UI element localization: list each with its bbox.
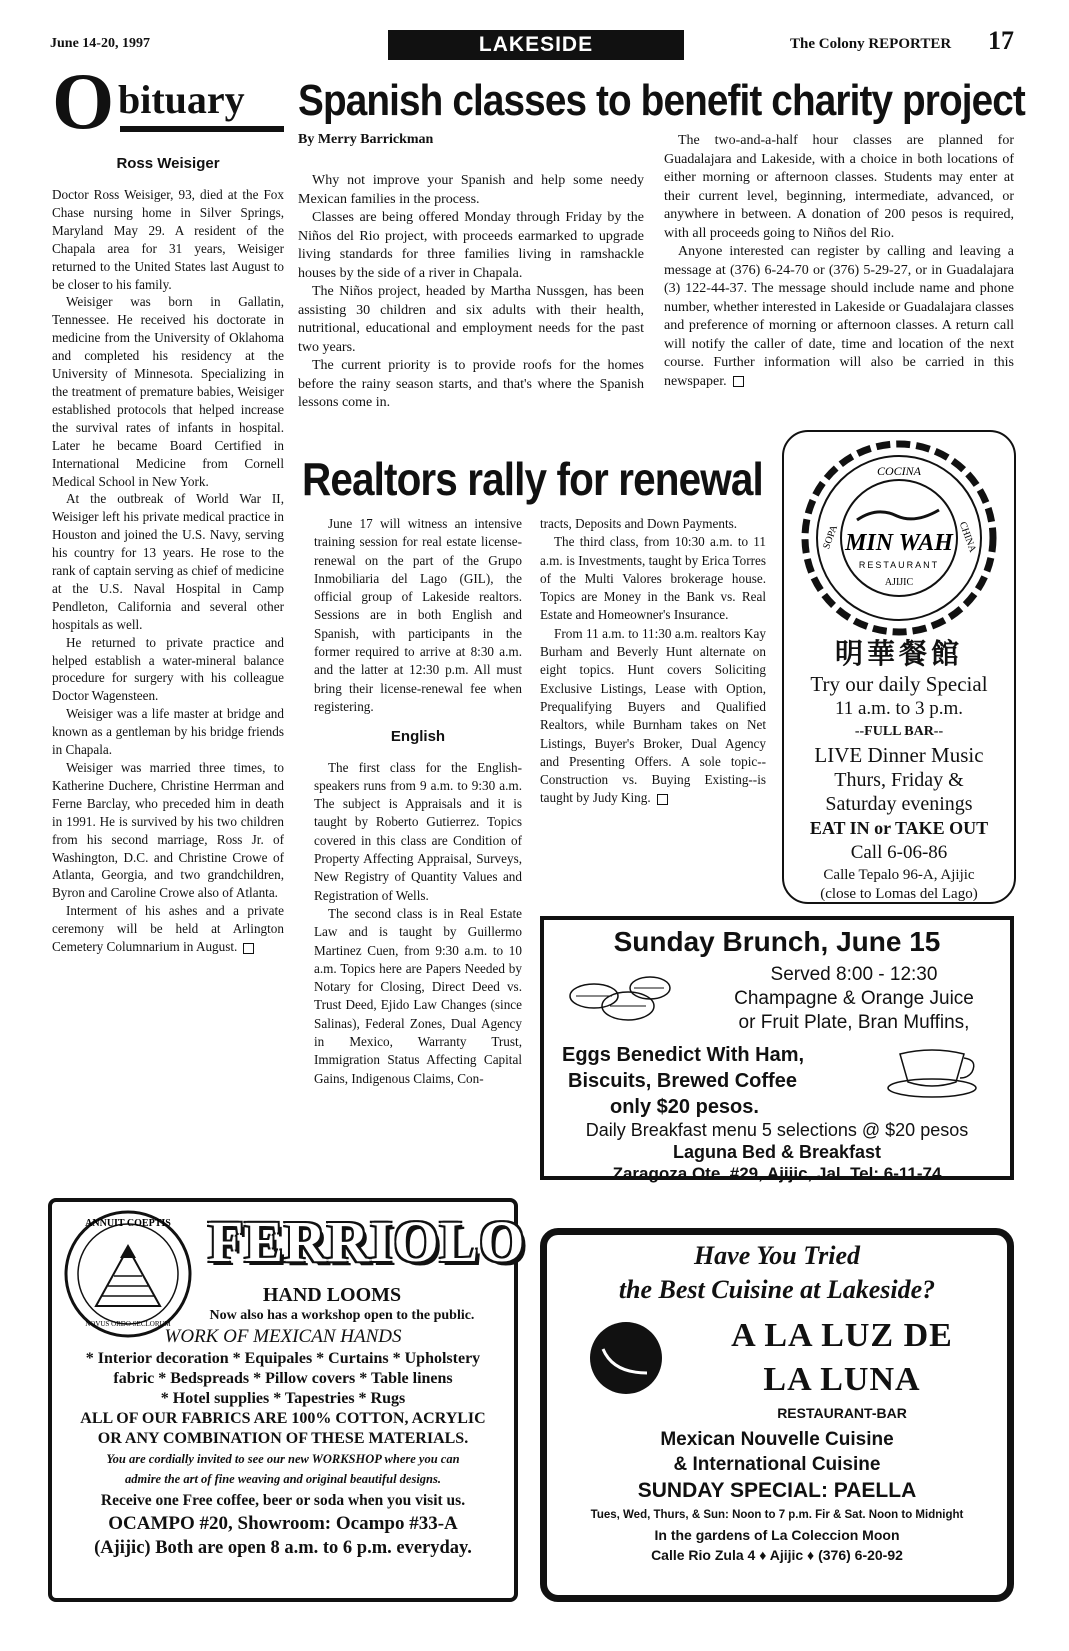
- obituary-initial: O: [52, 58, 115, 146]
- la-luz-cuisine-2: & International Cuisine: [673, 1454, 881, 1475]
- ferriolo-free: Receive one Free coffee, beer or soda when you visit us.: [100, 1492, 466, 1509]
- spanish-paragraph: The current priority is to provide roofs for the homes before the rainy season starts, and that's where the Spanish lessons come in.: [298, 358, 644, 410]
- brunch-served: Served 8:00 - 12:30: [770, 964, 938, 985]
- ferriolo-invite-1: You are cordially invited to see our new WORKSHOP where you can: [106, 1452, 460, 1466]
- realtors-column-2: [540, 515, 766, 808]
- min-wah-ad: [782, 430, 1016, 904]
- ferriolo-list-3: * Hotel supplies * Tapestries * Rugs: [160, 1390, 406, 1407]
- logo-top-text: COCINA: [876, 464, 922, 478]
- end-mark-icon: [657, 794, 668, 805]
- obituary-paragraph: Weisiger was married three times, to Katherine Duchere, Christine Herrman and Ferne Barclay, who preceded him in death in 1991. He is survived by his two children from his second marriage, Ross Jr. of Washington, D.C. and Christine Crowe of Atlanta, Georgia, and two grandchildren, Byron and Caroline Crowe also of Atlanta.: [52, 760, 284, 901]
- spanish-headline: Spanish classes to benefit charity project: [298, 76, 1025, 125]
- ferriolo-list-2: fabric * Bedspreads * Pillow covers * Table linens: [113, 1370, 453, 1387]
- realtors-paragraph: The second class is in Real Estate Law and is taught by Guillermo Martinez Cuen, from 9:30 a.m. to 10 a.m. Topics here are Papers Needed by Notary for Closing, Direct Deed vs. Trust Deed, Ejido Law Changes (since Salinas), Federal Zones, Dual Agency in Mexico, Warranty Trust, Immigration Status Affecting Capital Gains, Indigenous Claims, Con-: [314, 905, 522, 1086]
- la-luz-type: RESTAURANT-BAR: [777, 1405, 907, 1421]
- seal-top-text: ANNUIT COEPTIS: [85, 1218, 171, 1229]
- la-luz-ad: [540, 1228, 1014, 1602]
- seal-bottom-text: NOVUS ORDO SECLORUM: [85, 1320, 171, 1328]
- ferriolo-list-1: * Interior decoration * Equipales * Curtains * Upholstery: [85, 1350, 481, 1367]
- la-luz-tagline-1: Have You Tried: [693, 1241, 861, 1270]
- spanish-byline: By Merry Barrickman: [298, 132, 434, 147]
- min-wah-details: [788, 672, 1010, 904]
- la-luz-name-2: LA LUNA: [763, 1361, 921, 1398]
- realtors-paragraph: The first class for the English-speakers runs from 9 a.m. to 9:30 a.m. The subject is Appraisals and it is taught by Roberto Gutierrez. Topics covered in this class are Condition of Property Affecting Appraisal, Surveys, New Registry of Quantity Values and Registration of Wells.: [314, 759, 522, 903]
- obituary-paragraph: Interment of his ashes and a private ceremony will be held at Arlington Cemetery Columnarium in August.: [52, 903, 284, 955]
- ad-line: 11 a.m. to 3 p.m.: [834, 698, 964, 719]
- ferriolo-fabrics-1: ALL OF OUR FABRICS ARE 100% COTTON, ACRYLIC: [80, 1410, 486, 1427]
- logo-bottom-text: AJIJIC: [884, 577, 914, 588]
- ferriolo-open: (Ajijic) Both are open 8 a.m. to 6 p.m. everyday.: [94, 1538, 472, 1558]
- obituary-name: Ross Weisiger: [116, 155, 220, 172]
- brunch-title: Sunday Brunch, June 15: [613, 926, 941, 957]
- la-luz-special: SUNDAY SPECIAL: PAELLA: [637, 1479, 917, 1502]
- brunch-ad: [540, 916, 1014, 1183]
- spanish-paragraph: Classes are being offered Monday through Friday by the Niños del Rio project, with proceeds earmarked to upgrade living standards for three families living in ramshackle houses by the side of a river in Chapala.: [298, 210, 644, 281]
- ad-line: EAT IN or TAKE OUT: [809, 818, 989, 838]
- logo-sub-text: RESTAURANT: [858, 560, 940, 570]
- realtors-subhead: English: [390, 728, 446, 746]
- ferriolo-workshop: Now also has a workshop open to the public.: [209, 1308, 475, 1323]
- obituary-paragraph: Doctor Ross Weisiger, 93, died at the Fox Chase nursing home in Silver Springs, Maryland May 29. A resident of the Chapala area for 31 years, Weisiger returned to the United States last August to be closer to his family.: [52, 187, 284, 292]
- min-wah-chinese-name: 明華餐館: [834, 639, 963, 670]
- spanish-paragraph: The Niños project, headed by Martha Nussgen, has been assisting 30 children and six adults with their health, nutritional, educational and employment needs for the past two years.: [298, 284, 644, 355]
- la-luz-address: Calle Rio Zula 4 ♦ Ajijic ♦ (376) 6-20-92: [651, 1547, 903, 1563]
- ad-line: Try our daily Special: [810, 672, 988, 696]
- brunch-drinks: Champagne & Orange Juice: [734, 988, 974, 1009]
- realtors-headline: Realtors rally for renewal: [302, 453, 763, 505]
- ferriolo-invite-2: admire the art of fine weaving and original beautiful designs.: [125, 1472, 441, 1486]
- obituary-word: bituary: [118, 77, 245, 122]
- obituary-paragraph: Weisiger was a life master at bridge and known as a gentleman by his bridge friends in Chapala.: [52, 706, 284, 758]
- ferriolo-name: FERRIOLO: [208, 1209, 526, 1274]
- section-banner: [388, 30, 684, 60]
- realtors-paragraph: June 17 will witness an intensive training session for real estate license-renewal on the part of the Grupo Inmobiliaria del Lago (GIL), the official group of Lakeside realtors. Sessions are in both English and Spanish, with participants in the former required to arrive at 8:30 a.m. and the latter at 12:30 p.m. All must bring their license-renewal fee when registering.: [314, 516, 522, 714]
- brunch-eggs: Eggs Benedict With Ham,: [562, 1044, 805, 1066]
- realtors-column-1: [314, 515, 522, 1088]
- logo-left-text: SOPA: [821, 523, 841, 551]
- spanish-column-1: [298, 172, 644, 413]
- page-number: 17: [988, 26, 1014, 55]
- spanish-paragraph: The two-and-a-half hour classes are planned for Guadalajara and Lakeside, with a choice in both locations of either morning or afternoon classes. Students may enter at their current level, beginning, intermediate, advanced, or anywhere in between. A donation of 200 pesos is required, with all proceeds going to Niños del Rio.: [664, 133, 1014, 241]
- realtors-paragraph: The third class, from 10:30 a.m. to 11 a.m. is Investments, taught by Erica Torres of the Multi Valores brokerage house. Topics are Money in the Bank vs. Real Estate and Homeowner's Insurance.: [540, 534, 766, 623]
- brunch-biscuits: Biscuits, Brewed Coffee: [568, 1070, 797, 1092]
- brunch-menu: Daily Breakfast menu 5 selections @ $20 pesos: [585, 1120, 969, 1140]
- end-mark-icon: [733, 376, 744, 387]
- la-luz-name-1: A LA LUZ DE: [731, 1317, 953, 1354]
- ad-line: Calle Tepalo 96-A, Ajijic: [823, 867, 975, 883]
- section-title: LAKESIDE: [478, 33, 594, 56]
- logo-name-text: MIN WAH: [845, 530, 953, 556]
- la-luz-cuisine-1: Mexican Nouvelle Cuisine: [660, 1429, 894, 1450]
- obituary-paragraph: Weisiger was born in Gallatin, Tennessee. He received his doctorate in medicine from the University of Oklahoma and completed his residency at the University of Minnesota. Specializing in the treatment of premature babies, Weisiger established protocols that helped increase the survival rates of infants in hospital. Later he became Board Certified in International Medicine from Cornell Medical School in New York.: [52, 294, 284, 489]
- spanish-column-2: [664, 132, 1014, 391]
- logo-right-text: CHINA: [956, 520, 978, 554]
- spanish-paragraph: Why not improve your Spanish and help some needy Mexican families in the process.: [298, 173, 644, 207]
- brunch-fruit: or Fruit Plate, Bran Muffins,: [738, 1012, 970, 1033]
- pastry-drawing-icon: [566, 966, 676, 1036]
- header-paper: The Colony REPORTER: [790, 36, 952, 52]
- min-wah-logo-icon: [799, 438, 999, 638]
- realtors-paragraph: From 11 a.m. to 11:30 a.m. realtors Kay Burham and Beverly Hunt alternate on eight topics. Hunt covers Soliciting Exclusive Listings, Lease with Option, Prequalifying Buyers and Qualified Realtors, while Burnham takes on Net Listings, Buyer's Broker, Dual Agency and Presenting Offers. A sole topic--Construction vs. Buying Existing--is taught by Judy King.: [540, 625, 766, 806]
- obituary-heading: [52, 58, 284, 146]
- obituary-paragraph: At the outbreak of World War II, Weisiger left his private medical practice in Houston and joined the U.S. Navy, serving his country for 13 years. He rose to the rank of captain serving as chief of medicine at the U.S. Naval Hospital in Camp Pendleton, California and several other hospitals as well.: [52, 491, 284, 632]
- realtors-paragraph: tracts, Deposits and Down Payments.: [540, 516, 738, 531]
- brunch-address: Zaragoza Ote. #29, Ajijic, Jal. Tel: 6-11-74: [612, 1164, 942, 1183]
- crescent-moon-icon: [587, 1319, 665, 1397]
- ad-line: Call 6-06-86: [850, 842, 948, 863]
- la-luz-hours: Tues, Wed, Thurs, & Sun: Noon to 7 p.m. Fir & Sat. Noon to Midnight: [590, 1509, 964, 1521]
- ad-line: Thurs, Friday &: [834, 769, 964, 791]
- ad-line: (close to Lomas del Lago): [820, 886, 978, 902]
- brunch-price: only $20 pesos.: [610, 1096, 759, 1118]
- la-luz-location: In the gardens of La Coleccion Moon: [654, 1527, 900, 1543]
- obituary-paragraph: He returned to private practice and helped establish a water-mineral balance procedure for surgery with his colleague Doctor Wagensteen.: [52, 634, 284, 704]
- ad-line: --FULL BAR--: [854, 724, 944, 739]
- spanish-paragraph: Anyone interested can register by calling and leaving a message at (376) 6-24-70 or (376) 5-29-27, or in Guadalajara (3) 122-44-37. The message should include name and phone number, whether interested in Lakeside or Guadalajara classes and preference of morning or afternoon classes. A return call will notify the caller of date, time and location of the next course. Further information will also be carried in this newspaper.: [664, 244, 1014, 389]
- ad-line: Saturday evenings: [825, 793, 973, 815]
- end-mark-icon: [243, 943, 254, 954]
- obituary-body: [52, 186, 284, 956]
- la-luz-tagline-2: the Best Cuisine at Lakeside?: [618, 1275, 936, 1304]
- ferriolo-fabrics-2: OR ANY COMBINATION OF THESE MATERIALS.: [97, 1430, 469, 1447]
- brunch-name: Laguna Bed & Breakfast: [672, 1142, 882, 1162]
- ferriolo-ad: [48, 1198, 526, 1602]
- ferriolo-ocampo: OCAMPO #20, Showroom: Ocampo #33-A: [108, 1513, 458, 1534]
- coffee-cup-icon: [884, 1040, 984, 1100]
- ferriolo-work: WORK OF MEXICAN HANDS: [164, 1326, 402, 1347]
- ferriolo-hand-looms: HAND LOOMS: [262, 1284, 402, 1306]
- ad-line: LIVE Dinner Music: [814, 743, 984, 767]
- obituary-rule: [120, 126, 284, 132]
- header-date: June 14-20, 1997: [50, 36, 150, 51]
